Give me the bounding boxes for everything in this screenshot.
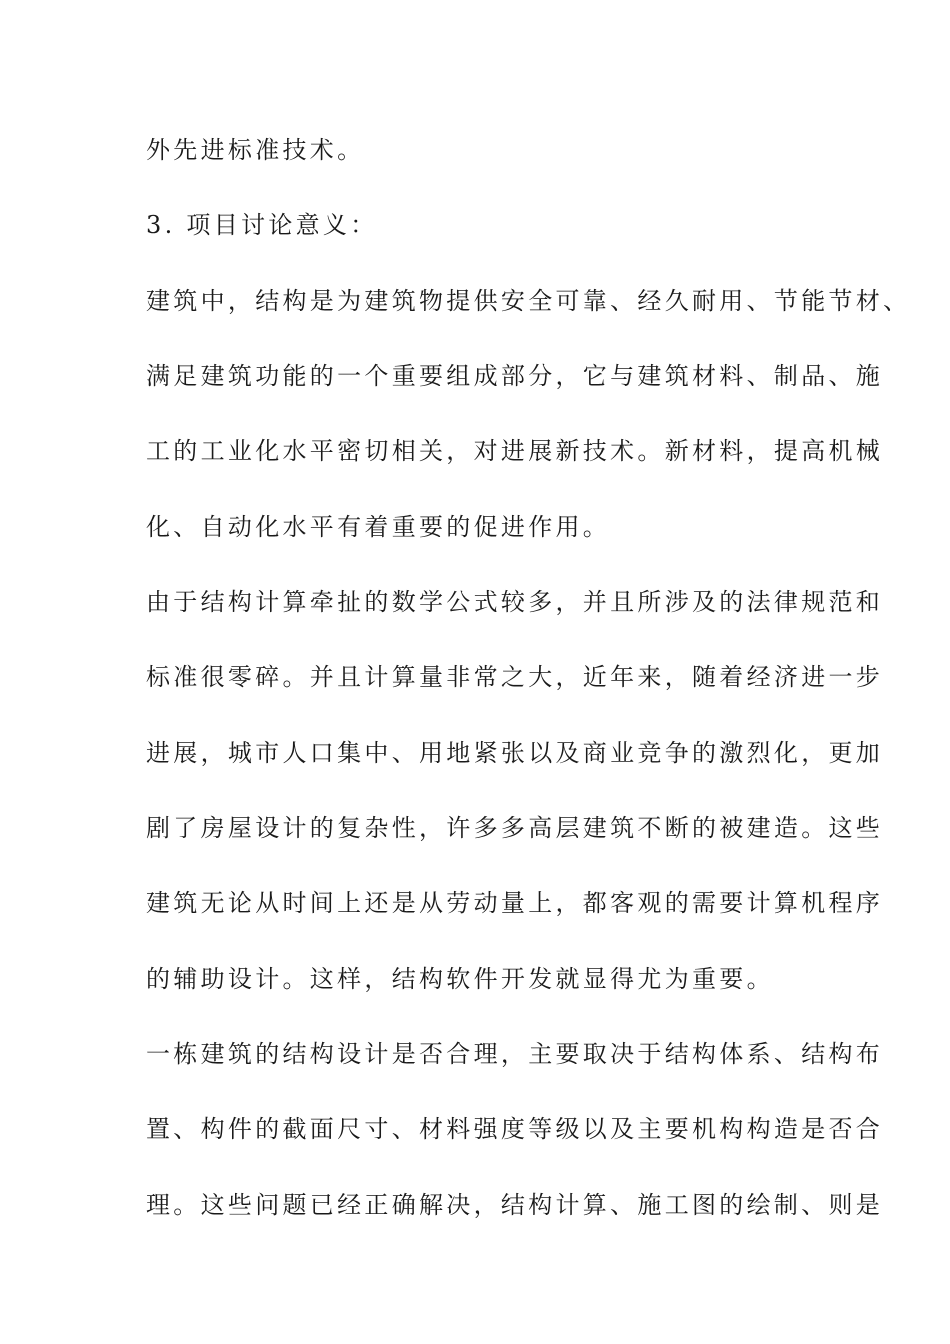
section-heading: 3. 项目讨论意义：	[146, 211, 378, 239]
text-line-12: 的辅助设计。这样，结构软件开发就显得尤为重要。	[146, 965, 774, 993]
text-line-15: 理。这些问题已经正确解决，结构计算、施工图的绘制、则是	[146, 1191, 884, 1219]
text-line-13: 一栋建筑的结构设计是否合理，主要取决于结构体系、结构布	[146, 1040, 884, 1068]
text-line-11: 建筑无论从时间上还是从劳动量上，都客观的需要计算机程序	[146, 889, 884, 917]
text-line-7: 由于结构计算牵扯的数学公式较多，并且所涉及的法律规范和	[146, 588, 884, 616]
text-line-14: 置、构件的截面尺寸、材料强度等级以及主要机构构造是否合	[146, 1115, 884, 1143]
text-line-10: 剧了房屋设计的复杂性，许多多高层建筑不断的被建造。这些	[146, 814, 884, 842]
text-line-4: 满足建筑功能的一个重要组成部分，它与建筑材料、制品、施	[146, 362, 884, 390]
text-line-6: 化、自动化水平有着重要的促进作用。	[146, 513, 611, 541]
text-line-9: 进展，城市人口集中、用地紧张以及商业竞争的激烈化，更加	[146, 739, 884, 767]
text-line-1: 外先进标准技术。	[146, 136, 365, 164]
text-line-8: 标准很零碎。并且计算量非常之大，近年来，随着经济进一步	[146, 663, 884, 691]
text-line-5: 工的工业化水平密切相关，对进展新技术。新材料，提高机械	[146, 437, 884, 465]
text-line-3: 建筑中，结构是为建筑物提供安全可靠、经久耐用、节能节材、	[146, 287, 911, 315]
